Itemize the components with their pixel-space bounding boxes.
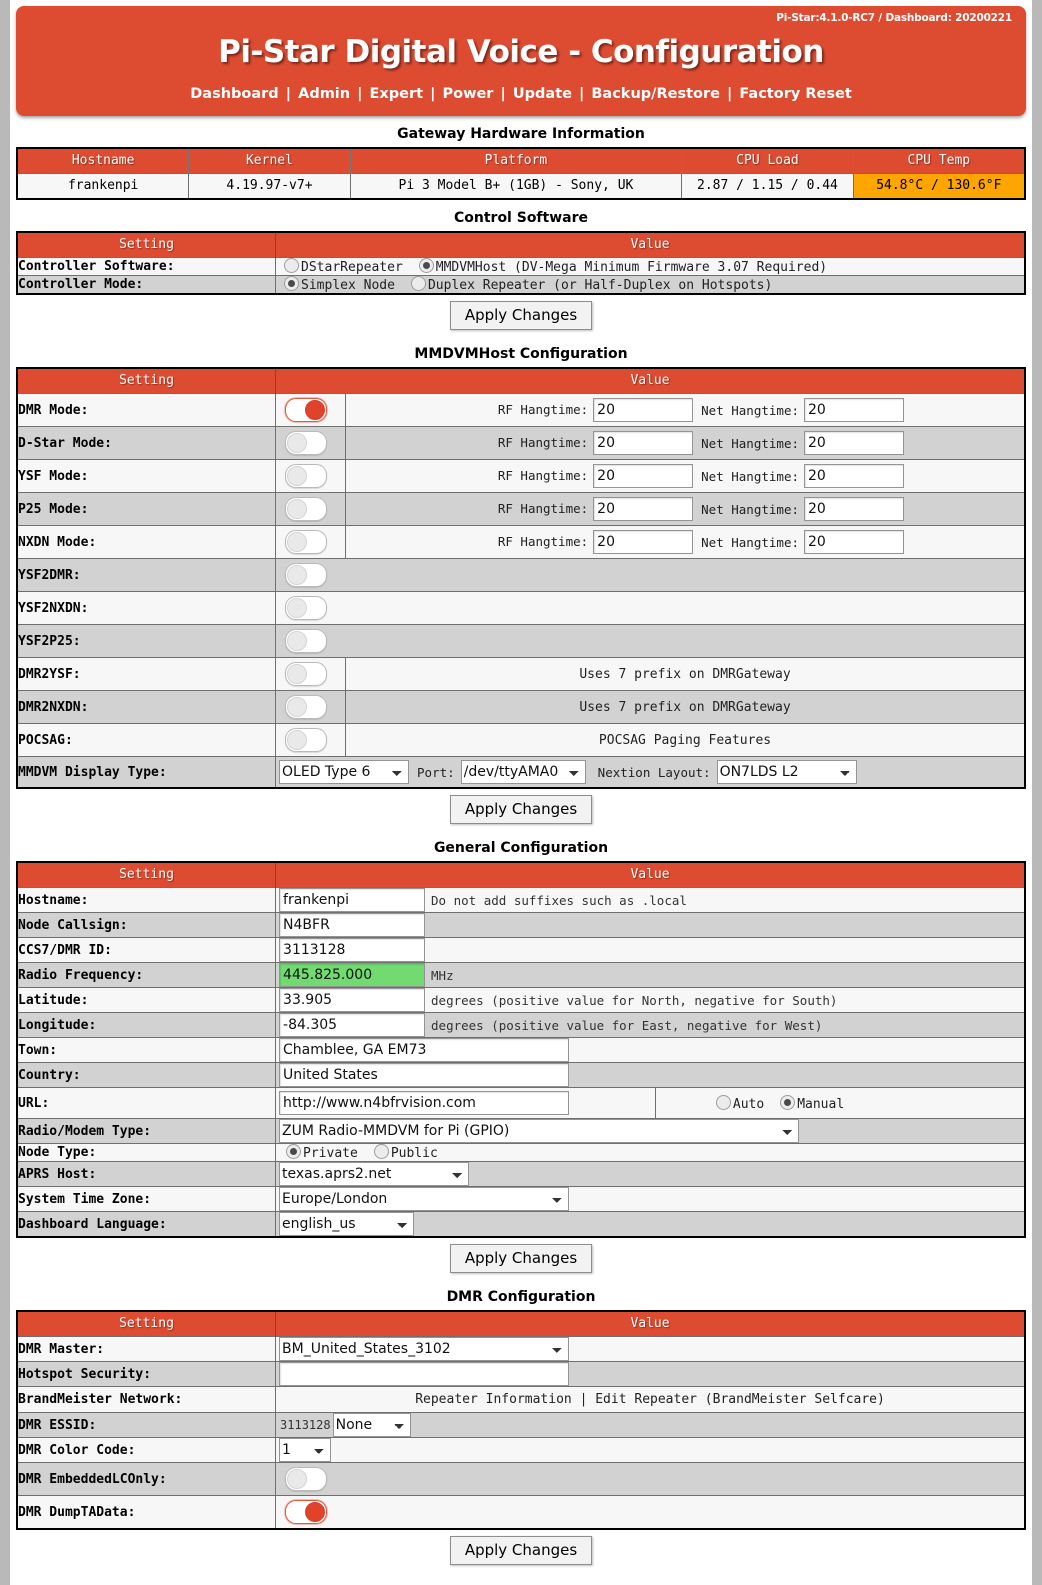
col-value: Value [276, 862, 1025, 888]
toggle-pocsag[interactable] [285, 728, 327, 752]
label-country: Country: [17, 1063, 276, 1088]
label-radio-frequency: Radio Frequency: [17, 963, 276, 988]
main-navigation [16, 86, 1026, 102]
table-row-longitude [17, 1013, 1025, 1038]
table-row-url [17, 1088, 1025, 1119]
value-cpu-load: 2.87 / 1.15 / 0.44 [682, 174, 853, 200]
input-net-hangtime-p25[interactable] [804, 497, 904, 521]
input-longitude[interactable] [279, 1013, 425, 1037]
select-dashboard-language[interactable] [279, 1212, 414, 1236]
table-row [17, 174, 1025, 200]
table-row-controller-mode [17, 276, 1025, 295]
input-rf-hangtime-nxdn[interactable] [593, 530, 693, 554]
table-row-system-time-zone [17, 1187, 1025, 1212]
nav-link-admin[interactable]: Admin [298, 86, 351, 102]
dmr-configuration-section [16, 1279, 1026, 1565]
value-hotspot-security [276, 1362, 1025, 1387]
radio-label-simplex-node: Simplex Node [301, 278, 395, 293]
link-edit-repeater[interactable]: Edit Repeater (BrandMeister Selfcare) [595, 1392, 885, 1407]
input-latitude[interactable] [279, 988, 425, 1012]
table-header-row [17, 232, 1025, 258]
col-value: Value [276, 232, 1025, 258]
input-net-hangtime-nxdn[interactable] [804, 530, 904, 554]
table-header-row [17, 1311, 1025, 1337]
value-dmr2nxdn [276, 691, 1025, 724]
select-display-port[interactable] [461, 760, 586, 784]
input-rf-hangtime-ysf[interactable] [593, 464, 693, 488]
label-p25-mode: P25 Mode: [17, 493, 276, 526]
toggle-dmr2nxdn[interactable] [285, 695, 327, 719]
value-dmr-master [276, 1337, 1025, 1362]
nav-separator: | [352, 86, 368, 102]
toggle-knob [287, 631, 307, 651]
toggle-ysf2nxdn[interactable] [285, 596, 327, 620]
hint-latitude: degrees (positive value for North, negative for South) [431, 992, 838, 1008]
essid-prefix-text: 3113128 [280, 1418, 331, 1432]
page-title: Pi-Star Digital Voice - Configuration [218, 34, 824, 70]
input-town[interactable] [279, 1038, 569, 1062]
label-node-callsign: Node Callsign: [17, 913, 276, 938]
label-rf-hangtime-dmr: RF Hangtime: [497, 402, 589, 417]
table-row-dstar-mode [17, 427, 1025, 460]
table-row-dmr-id [17, 938, 1025, 963]
radio-label-duplex-repeater: Duplex Repeater (or Half-Duplex on Hotspots) [427, 278, 773, 293]
value-dmr-embeddedlconly [276, 1463, 1025, 1496]
input-rf-hangtime-p25[interactable] [593, 497, 693, 521]
toggle-knob [287, 598, 307, 618]
label-rf-hangtime-ysf: RF Hangtime: [497, 468, 589, 483]
value-controller-software [276, 258, 1025, 276]
apply-changes-button-mmdvmhost[interactable]: Apply Changes [450, 795, 592, 824]
select-display-type[interactable] [279, 760, 409, 784]
mmdvmhost-table [16, 367, 1026, 789]
table-row-town [17, 1038, 1025, 1063]
input-hostname[interactable] [279, 888, 425, 912]
nav-separator: | [573, 86, 590, 102]
toggle-knob [287, 730, 307, 750]
toggle-ysf2p25[interactable] [285, 629, 327, 653]
table-row-dmr-color-code [17, 1438, 1025, 1463]
brandmeister-separator: | [579, 1392, 588, 1407]
control-software-table [16, 231, 1026, 295]
label-dmr-embeddedlconly: DMR EmbeddedLCOnly: [17, 1463, 276, 1496]
col-setting: Setting [17, 1311, 276, 1337]
nav-separator: | [495, 86, 511, 102]
dmr-configuration-title: DMR Configuration [446, 1289, 596, 1305]
mmdvmhost-title: MMDVMHost Configuration [414, 346, 628, 362]
label-ysf2nxdn: YSF2NXDN: [17, 592, 276, 625]
link-repeater-information[interactable]: Repeater Information [415, 1392, 572, 1407]
radio-label-url-manual: Manual [797, 1096, 845, 1112]
table-row-dmr2nxdn [17, 691, 1025, 724]
radio-dstarrepeater[interactable] [284, 258, 299, 273]
table-row-dashboard-language [17, 1212, 1025, 1238]
value-ysf2p25 [276, 625, 1025, 658]
toggle-ysf2dmr[interactable] [285, 563, 327, 587]
note-dmr2nxdn: Uses 7 prefix on DMRGateway [579, 699, 791, 715]
label-dmr-master: DMR Master: [17, 1337, 276, 1362]
label-controller-mode: Controller Mode: [17, 276, 276, 295]
toggle-dmr-mode[interactable] [285, 398, 327, 422]
col-setting: Setting [17, 862, 276, 888]
table-row-controller-software [17, 258, 1025, 276]
value-latitude [276, 988, 1025, 1013]
label-mmdvm-display-type: MMDVM Display Type: [17, 757, 276, 789]
radio-node-type-private[interactable] [286, 1144, 301, 1159]
value-nxdn-mode [276, 526, 1025, 559]
select-dmr-master[interactable] [279, 1337, 569, 1361]
gateway-hardware-section [16, 116, 1026, 200]
label-longitude: Longitude: [17, 1013, 276, 1038]
label-radio-modem-type: Radio/Modem Type: [17, 1119, 276, 1144]
toggle-dstar-mode[interactable] [285, 431, 327, 455]
label-brandmeister-network: BrandMeister Network: [17, 1387, 276, 1413]
value-controller-mode [276, 276, 1025, 295]
nav-link-power[interactable]: Power [442, 86, 494, 102]
table-row-mmdvm-display-type [17, 757, 1025, 789]
table-row-ysf2nxdn [17, 592, 1025, 625]
input-ccs7-dmr-id[interactable] [279, 938, 425, 962]
label-rf-hangtime-nxdn: RF Hangtime: [497, 534, 589, 549]
value-kernel: 4.19.97-v7+ [189, 174, 350, 200]
value-pocsag [276, 724, 1025, 757]
label-dmr-color-code: DMR Color Code: [17, 1438, 276, 1463]
label-node-type: Node Type: [17, 1144, 276, 1162]
value-hostname [276, 888, 1025, 913]
nav-separator: | [721, 86, 738, 102]
input-rf-hangtime-dmr[interactable] [593, 398, 693, 422]
radio-duplex-repeater[interactable] [411, 276, 426, 291]
value-ccs7-dmr-id [276, 938, 1025, 963]
label-hotspot-security: Hotspot Security: [17, 1362, 276, 1387]
table-row-pocsag [17, 724, 1025, 757]
table-row-country [17, 1063, 1025, 1088]
label-dmr2ysf: DMR2YSF: [17, 658, 276, 691]
label-rf-hangtime-p25: RF Hangtime: [497, 501, 589, 516]
toggle-knob [305, 400, 325, 420]
toggle-knob [287, 433, 307, 453]
mmdvmhost-section [16, 336, 1026, 824]
col-cpu-load: CPU Load [682, 148, 853, 174]
label-net-hangtime-dmr: Net Hangtime: [701, 402, 799, 418]
value-dashboard-language [276, 1212, 1025, 1238]
radio-label-public: Public [390, 1146, 438, 1161]
radio-label-private: Private [303, 1146, 358, 1161]
label-display-port: Port: [417, 764, 455, 780]
toggle-knob [287, 565, 307, 585]
select-dmr-color-code[interactable] [279, 1438, 331, 1462]
table-header-row [17, 862, 1025, 888]
value-radio-frequency [276, 963, 1025, 988]
table-row-latitude [17, 988, 1025, 1013]
value-cpu-temp: 54.8°C / 130.6°F [853, 174, 1025, 200]
table-row-ysf2p25 [17, 625, 1025, 658]
value-brandmeister-network [276, 1387, 1025, 1413]
table-row-radio-frequency [17, 963, 1025, 988]
value-node-type [276, 1144, 1025, 1162]
general-configuration-table [16, 861, 1026, 1238]
table-row-hotspot-security [17, 1362, 1025, 1387]
toggle-knob [287, 466, 307, 486]
label-aprs-host: APRS Host: [17, 1162, 276, 1187]
radio-url-manual[interactable] [780, 1095, 795, 1110]
apply-changes-button-dmr[interactable]: Apply Changes [450, 1536, 592, 1565]
label-dmr-essid: DMR ESSID: [17, 1413, 276, 1438]
toggle-dmr2ysf[interactable] [285, 662, 327, 686]
table-row-dmr-master [17, 1337, 1025, 1362]
gateway-hardware-table [16, 147, 1026, 200]
toggle-p25-mode[interactable] [285, 497, 327, 521]
nav-separator: | [280, 86, 297, 102]
value-dmr-essid [276, 1413, 1025, 1438]
input-country[interactable] [279, 1063, 569, 1087]
col-setting: Setting [17, 232, 276, 258]
radio-node-type-public[interactable] [374, 1144, 389, 1159]
col-value: Value [276, 1311, 1025, 1337]
control-software-section [16, 200, 1026, 330]
table-row-brandmeister-network [17, 1387, 1025, 1413]
table-row-dmr-dumptadata [17, 1496, 1025, 1530]
control-software-title: Control Software [453, 210, 588, 226]
label-ysf-mode: YSF Mode: [17, 460, 276, 493]
version-label: Pi-Star:4.1.0-RC7 / Dashboard: 20200221 [776, 12, 1012, 24]
label-ysf2p25: YSF2P25: [17, 625, 276, 658]
toggle-knob [287, 664, 307, 684]
gateway-section-title: Gateway Hardware Information [397, 126, 645, 142]
nav-link-expert[interactable]: Expert [369, 86, 424, 102]
toggle-knob [287, 499, 307, 519]
value-ysf2dmr [276, 559, 1025, 592]
note-pocsag: POCSAG Paging Features [598, 732, 772, 748]
label-nxdn-mode: NXDN Mode: [17, 526, 276, 559]
label-dmr-dumptadata: DMR DumpTAData: [17, 1496, 276, 1530]
general-configuration-title: General Configuration [433, 840, 609, 856]
hint-radio-frequency: MHz [431, 967, 454, 983]
input-net-hangtime-dstar[interactable] [804, 431, 904, 455]
label-net-hangtime-nxdn: Net Hangtime: [701, 534, 799, 550]
input-url[interactable] [279, 1091, 569, 1115]
nav-link-update[interactable]: Update [512, 86, 572, 102]
page-container [10, 0, 1032, 1585]
label-latitude: Latitude: [17, 988, 276, 1013]
label-nextion-layout: Nextion Layout: [597, 764, 711, 780]
table-header-row [17, 368, 1025, 394]
table-row-aprs-host [17, 1162, 1025, 1187]
value-country [276, 1063, 1025, 1088]
col-setting: Setting [17, 368, 276, 394]
table-row-dmr-mode [17, 394, 1025, 427]
label-net-hangtime-p25: Net Hangtime: [701, 501, 799, 517]
radio-label-url-auto: Auto [732, 1096, 765, 1112]
radio-mmdvmhost[interactable] [419, 258, 434, 273]
nav-link-dashboard[interactable]: Dashboard [190, 86, 279, 102]
toggle-knob [287, 532, 307, 552]
input-net-hangtime-dmr[interactable] [804, 398, 904, 422]
select-nextion-layout[interactable] [717, 760, 857, 784]
dmr-configuration-table [16, 1310, 1026, 1530]
table-row-dmr-essid [17, 1413, 1025, 1438]
select-radio-modem-type[interactable] [279, 1119, 799, 1143]
select-aprs-host[interactable] [279, 1162, 469, 1186]
general-configuration-section [16, 830, 1026, 1273]
input-rf-hangtime-dstar[interactable] [593, 431, 693, 455]
value-aprs-host [276, 1162, 1025, 1187]
value-town [276, 1038, 1025, 1063]
value-hostname: frankenpi [17, 174, 189, 200]
col-kernel: Kernel [189, 148, 350, 174]
toggle-knob [287, 697, 307, 717]
label-system-time-zone: System Time Zone: [17, 1187, 276, 1212]
nav-link-backup-restore[interactable]: Backup/Restore [591, 86, 720, 102]
toggle-knob [287, 1469, 307, 1489]
note-dmr2ysf: Uses 7 prefix on DMRGateway [579, 666, 791, 682]
toggle-dmr-embeddedlconly[interactable] [285, 1467, 327, 1491]
col-value: Value [276, 368, 1025, 394]
label-dstar-mode: D-Star Mode: [17, 427, 276, 460]
input-node-callsign[interactable] [279, 913, 425, 937]
select-system-time-zone[interactable] [279, 1187, 569, 1211]
nav-link-factory-reset[interactable]: Factory Reset [739, 86, 852, 102]
value-mmdvm-display-type [276, 757, 1025, 789]
label-dashboard-language: Dashboard Language: [17, 1212, 276, 1238]
toggle-dmr-dumptadata[interactable] [285, 1500, 327, 1524]
value-dmr-dumptadata [276, 1496, 1025, 1530]
table-header-row [17, 148, 1025, 174]
apply-changes-button-general[interactable]: Apply Changes [450, 1244, 592, 1273]
toggle-knob [305, 1502, 325, 1522]
label-rf-hangtime-dstar: RF Hangtime: [497, 435, 589, 450]
toggle-ysf-mode[interactable] [285, 464, 327, 488]
table-row-node-callsign [17, 913, 1025, 938]
toggle-nxdn-mode[interactable] [285, 530, 327, 554]
label-pocsag: POCSAG: [17, 724, 276, 757]
table-row-node-type [17, 1144, 1025, 1162]
label-net-hangtime-dstar: Net Hangtime: [701, 435, 799, 451]
col-hostname: Hostname [17, 148, 189, 174]
value-longitude [276, 1013, 1025, 1038]
select-dmr-essid[interactable] [333, 1413, 411, 1437]
table-row-ysf2dmr [17, 559, 1025, 592]
table-row-radio-modem-type [17, 1119, 1025, 1144]
input-hotspot-security[interactable] [279, 1362, 569, 1386]
value-platform: Pi 3 Model B+ (1GB) - Sony, UK [350, 174, 682, 200]
value-system-time-zone [276, 1187, 1025, 1212]
apply-changes-button-control-software[interactable]: Apply Changes [450, 301, 592, 330]
value-url [276, 1088, 1025, 1119]
value-ysf2nxdn [276, 592, 1025, 625]
value-node-callsign [276, 913, 1025, 938]
nav-separator: | [425, 86, 441, 102]
value-dstar-mode [276, 427, 1025, 460]
table-row-nxdn-mode [17, 526, 1025, 559]
label-controller-software: Controller Software: [17, 258, 276, 276]
value-p25-mode [276, 493, 1025, 526]
hint-hostname: Do not add suffixes such as .local [431, 892, 687, 908]
radio-label-mmdvmhost: MMDVMHost (DV-Mega Minimum Firmware 3.07 Required) [435, 260, 828, 275]
value-dmr-color-code [276, 1438, 1025, 1463]
input-net-hangtime-ysf[interactable] [804, 464, 904, 488]
label-hostname: Hostname: [17, 888, 276, 913]
radio-label-dstarrepeater: DStarRepeater [301, 260, 403, 275]
header-banner [16, 6, 1026, 116]
table-row-dmr-embeddedlconly [17, 1463, 1025, 1496]
value-dmr2ysf [276, 658, 1025, 691]
label-net-hangtime-ysf: Net Hangtime: [701, 468, 799, 484]
label-ysf2dmr: YSF2DMR: [17, 559, 276, 592]
value-radio-modem-type [276, 1119, 1025, 1144]
table-row-hostname [17, 888, 1025, 913]
value-dmr-mode [276, 394, 1025, 427]
label-dmr2nxdn: DMR2NXDN: [17, 691, 276, 724]
label-url: URL: [17, 1088, 276, 1119]
radio-url-auto[interactable] [716, 1095, 731, 1110]
label-dmr-mode: DMR Mode: [17, 394, 276, 427]
col-platform: Platform [350, 148, 682, 174]
label-ccs7-dmr-id: CCS7/DMR ID: [17, 938, 276, 963]
label-town: Town: [17, 1038, 276, 1063]
input-radio-frequency[interactable] [279, 963, 425, 987]
table-row-ysf-mode [17, 460, 1025, 493]
radio-simplex-node[interactable] [284, 276, 299, 291]
table-row-p25-mode [17, 493, 1025, 526]
value-ysf-mode [276, 460, 1025, 493]
col-cpu-temp: CPU Temp [853, 148, 1025, 174]
hint-longitude: degrees (positive value for East, negative for West) [431, 1017, 823, 1033]
table-row-dmr2ysf [17, 658, 1025, 691]
